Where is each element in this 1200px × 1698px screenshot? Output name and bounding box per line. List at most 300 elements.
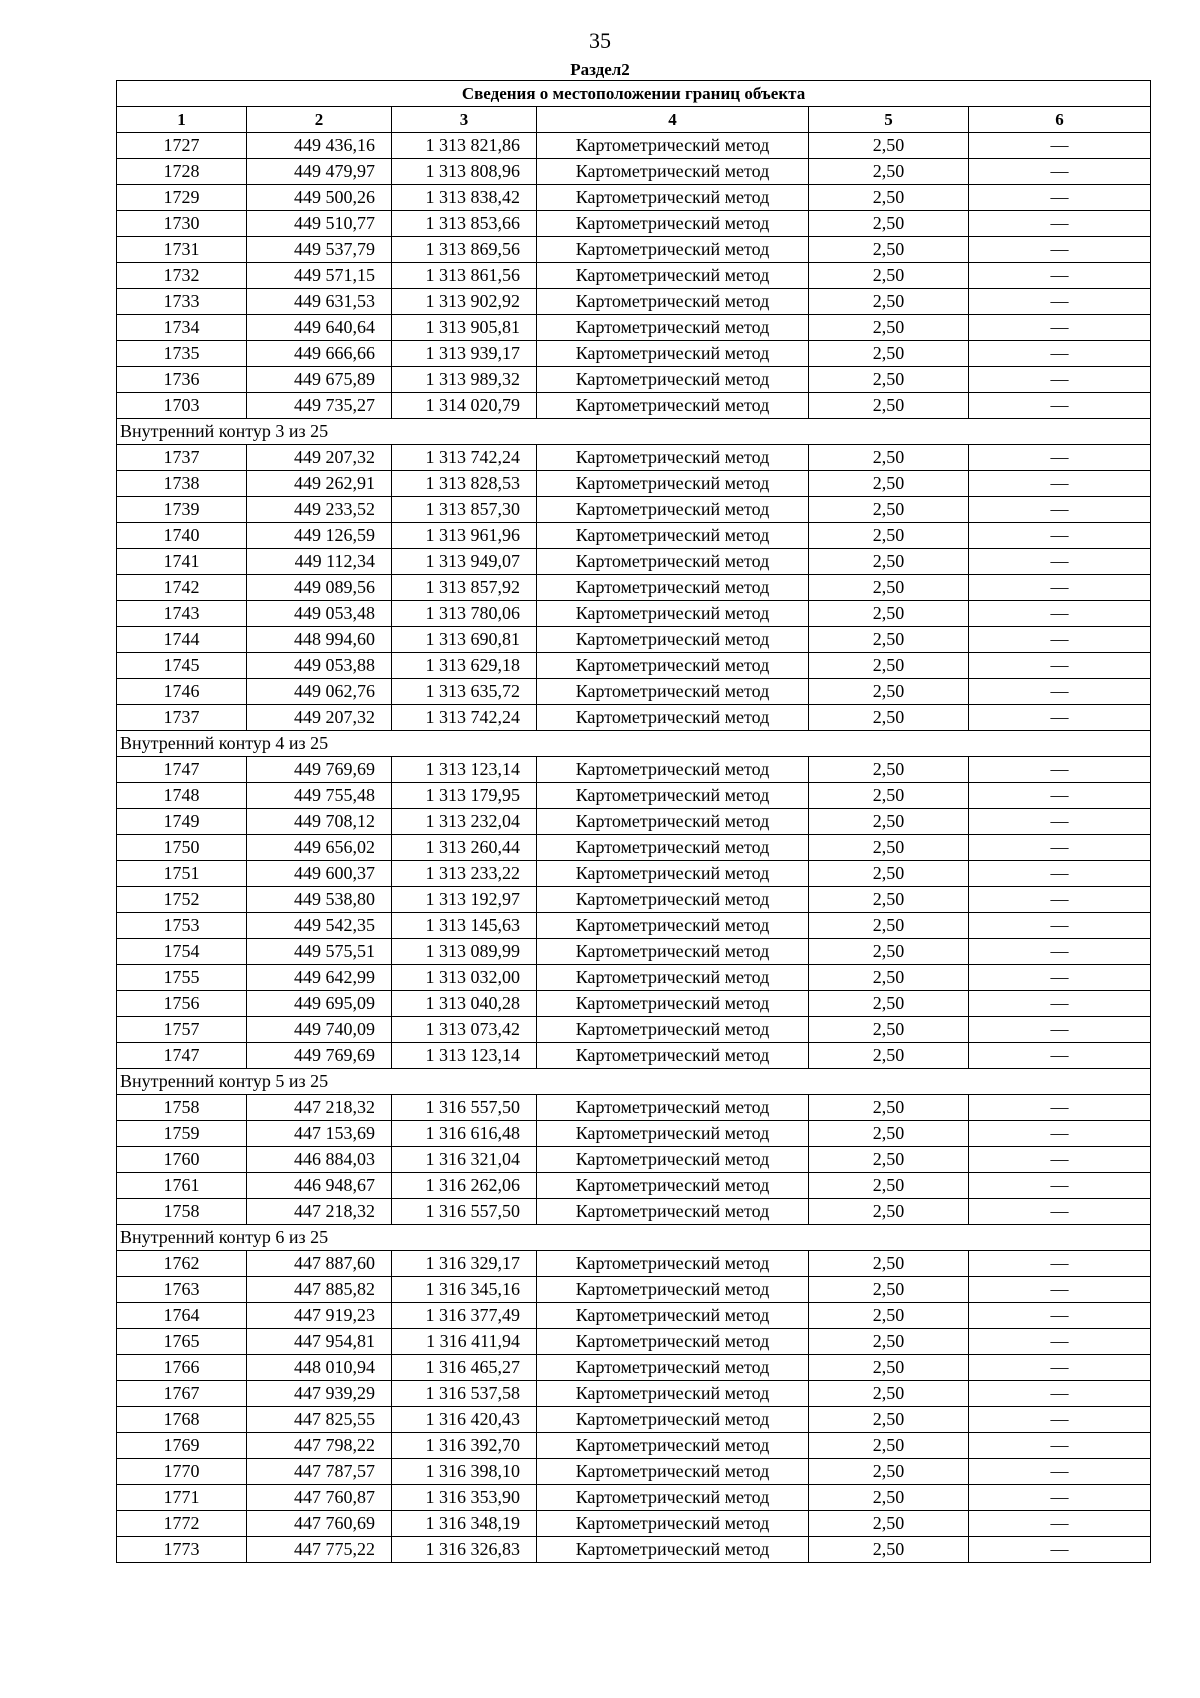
accuracy-cell: 2,50 — [809, 1459, 969, 1485]
table-row — [117, 289, 1151, 315]
table-row — [117, 835, 1151, 861]
point-number-cell: 1760 — [117, 1147, 247, 1173]
point-number-cell: 1758 — [117, 1199, 247, 1225]
table-row — [117, 133, 1151, 159]
y-coordinate-cell: 1 313 821,86 — [392, 133, 537, 159]
table-body — [117, 81, 1151, 1563]
y-coordinate-cell: 1 316 262,06 — [392, 1173, 537, 1199]
table-row — [117, 679, 1151, 705]
table-row — [117, 1355, 1151, 1381]
point-number-cell: 1764 — [117, 1303, 247, 1329]
point-number-cell: 1767 — [117, 1381, 247, 1407]
table-row — [117, 1407, 1151, 1433]
accuracy-cell: 2,50 — [809, 861, 969, 887]
accuracy-cell: 2,50 — [809, 1511, 969, 1537]
method-cell: Картометрический метод — [537, 445, 809, 471]
x-coordinate-cell: 449 695,09 — [247, 991, 392, 1017]
table-row — [117, 757, 1151, 783]
method-cell: Картометрический метод — [537, 1329, 809, 1355]
x-coordinate-cell: 449 666,66 — [247, 341, 392, 367]
description-cell: — — [969, 1095, 1151, 1121]
method-cell: Картометрический метод — [537, 679, 809, 705]
contour-label: Внутренний контур 6 из 25 — [117, 1225, 1151, 1251]
x-coordinate-cell: 447 787,57 — [247, 1459, 392, 1485]
table-row — [117, 497, 1151, 523]
point-number-cell: 1754 — [117, 939, 247, 965]
table-row — [117, 1433, 1151, 1459]
y-coordinate-cell: 1 313 949,07 — [392, 549, 537, 575]
point-number-cell: 1738 — [117, 471, 247, 497]
description-cell: — — [969, 705, 1151, 731]
x-coordinate-cell: 449 642,99 — [247, 965, 392, 991]
accuracy-cell: 2,50 — [809, 835, 969, 861]
y-coordinate-cell: 1 313 989,32 — [392, 367, 537, 393]
y-coordinate-cell: 1 313 961,96 — [392, 523, 537, 549]
x-coordinate-cell: 449 436,16 — [247, 133, 392, 159]
description-cell: — — [969, 159, 1151, 185]
y-coordinate-cell: 1 313 040,28 — [392, 991, 537, 1017]
y-coordinate-cell: 1 313 629,18 — [392, 653, 537, 679]
point-number-cell: 1737 — [117, 705, 247, 731]
accuracy-cell: 2,50 — [809, 367, 969, 393]
accuracy-cell: 2,50 — [809, 185, 969, 211]
y-coordinate-cell: 1 316 348,19 — [392, 1511, 537, 1537]
x-coordinate-cell: 446 948,67 — [247, 1173, 392, 1199]
table-row — [117, 263, 1151, 289]
description-cell: — — [969, 575, 1151, 601]
description-cell: — — [969, 1277, 1151, 1303]
accuracy-cell: 2,50 — [809, 211, 969, 237]
accuracy-cell: 2,50 — [809, 549, 969, 575]
point-number-cell: 1770 — [117, 1459, 247, 1485]
point-number-cell: 1735 — [117, 341, 247, 367]
y-coordinate-cell: 1 316 411,94 — [392, 1329, 537, 1355]
table-row — [117, 809, 1151, 835]
column-number: 2 — [247, 107, 392, 133]
accuracy-cell: 2,50 — [809, 341, 969, 367]
accuracy-cell: 2,50 — [809, 159, 969, 185]
point-number-cell: 1729 — [117, 185, 247, 211]
method-cell: Картометрический метод — [537, 887, 809, 913]
x-coordinate-cell: 447 760,69 — [247, 1511, 392, 1537]
method-cell: Картометрический метод — [537, 1407, 809, 1433]
accuracy-cell: 2,50 — [809, 1485, 969, 1511]
table-row — [117, 1043, 1151, 1069]
column-numbers-row — [117, 107, 1151, 133]
table-row — [117, 601, 1151, 627]
y-coordinate-cell: 1 313 780,06 — [392, 601, 537, 627]
x-coordinate-cell: 449 656,02 — [247, 835, 392, 861]
table-row — [117, 549, 1151, 575]
y-coordinate-cell: 1 313 861,56 — [392, 263, 537, 289]
y-coordinate-cell: 1 313 089,99 — [392, 939, 537, 965]
x-coordinate-cell: 447 218,32 — [247, 1199, 392, 1225]
method-cell: Картометрический метод — [537, 965, 809, 991]
description-cell: — — [969, 367, 1151, 393]
x-coordinate-cell: 449 479,97 — [247, 159, 392, 185]
table-row — [117, 1537, 1151, 1563]
description-cell: — — [969, 497, 1151, 523]
accuracy-cell: 2,50 — [809, 653, 969, 679]
description-cell: — — [969, 679, 1151, 705]
x-coordinate-cell: 449 233,52 — [247, 497, 392, 523]
table-row — [117, 575, 1151, 601]
point-number-cell: 1736 — [117, 367, 247, 393]
method-cell: Картометрический метод — [537, 237, 809, 263]
description-cell: — — [969, 1355, 1151, 1381]
point-number-cell: 1739 — [117, 497, 247, 523]
y-coordinate-cell: 1 313 857,30 — [392, 497, 537, 523]
x-coordinate-cell: 449 500,26 — [247, 185, 392, 211]
table-row — [117, 783, 1151, 809]
y-coordinate-cell: 1 316 326,83 — [392, 1537, 537, 1563]
x-coordinate-cell: 449 575,51 — [247, 939, 392, 965]
table-row — [117, 1199, 1151, 1225]
boundary-coordinates-table — [116, 80, 1151, 1563]
accuracy-cell: 2,50 — [809, 1173, 969, 1199]
x-coordinate-cell: 449 542,35 — [247, 913, 392, 939]
x-coordinate-cell: 447 760,87 — [247, 1485, 392, 1511]
accuracy-cell: 2,50 — [809, 315, 969, 341]
method-cell: Картометрический метод — [537, 809, 809, 835]
table-row — [117, 523, 1151, 549]
accuracy-cell: 2,50 — [809, 1121, 969, 1147]
column-number: 6 — [969, 107, 1151, 133]
method-cell: Картометрический метод — [537, 1147, 809, 1173]
method-cell: Картометрический метод — [537, 575, 809, 601]
y-coordinate-cell: 1 313 869,56 — [392, 237, 537, 263]
x-coordinate-cell: 449 053,88 — [247, 653, 392, 679]
table-row — [117, 1277, 1151, 1303]
method-cell: Картометрический метод — [537, 263, 809, 289]
description-cell: — — [969, 601, 1151, 627]
point-number-cell: 1747 — [117, 757, 247, 783]
point-number-cell: 1747 — [117, 1043, 247, 1069]
description-cell: — — [969, 315, 1151, 341]
y-coordinate-cell: 1 313 939,17 — [392, 341, 537, 367]
contour-header-row — [117, 1225, 1151, 1251]
method-cell: Картометрический метод — [537, 289, 809, 315]
x-coordinate-cell: 446 884,03 — [247, 1147, 392, 1173]
x-coordinate-cell: 449 631,53 — [247, 289, 392, 315]
x-coordinate-cell: 447 919,23 — [247, 1303, 392, 1329]
table-row — [117, 1381, 1151, 1407]
y-coordinate-cell: 1 313 828,53 — [392, 471, 537, 497]
x-coordinate-cell: 449 126,59 — [247, 523, 392, 549]
method-cell: Картометрический метод — [537, 1433, 809, 1459]
description-cell: — — [969, 1381, 1151, 1407]
x-coordinate-cell: 449 538,80 — [247, 887, 392, 913]
table-row — [117, 705, 1151, 731]
table-row — [117, 1459, 1151, 1485]
accuracy-cell: 2,50 — [809, 1095, 969, 1121]
table-row — [117, 627, 1151, 653]
table-row — [117, 965, 1151, 991]
point-number-cell: 1732 — [117, 263, 247, 289]
description-cell: — — [969, 393, 1151, 419]
contour-label: Внутренний контур 4 из 25 — [117, 731, 1151, 757]
point-number-cell: 1757 — [117, 1017, 247, 1043]
method-cell: Картометрический метод — [537, 757, 809, 783]
method-cell: Картометрический метод — [537, 471, 809, 497]
x-coordinate-cell: 447 885,82 — [247, 1277, 392, 1303]
x-coordinate-cell: 447 218,32 — [247, 1095, 392, 1121]
x-coordinate-cell: 448 994,60 — [247, 627, 392, 653]
x-coordinate-cell: 447 798,22 — [247, 1433, 392, 1459]
x-coordinate-cell: 449 740,09 — [247, 1017, 392, 1043]
method-cell: Картометрический метод — [537, 1381, 809, 1407]
accuracy-cell: 2,50 — [809, 601, 969, 627]
accuracy-cell: 2,50 — [809, 913, 969, 939]
point-number-cell: 1727 — [117, 133, 247, 159]
accuracy-cell: 2,50 — [809, 1199, 969, 1225]
y-coordinate-cell: 1 316 557,50 — [392, 1095, 537, 1121]
accuracy-cell: 2,50 — [809, 237, 969, 263]
description-cell: — — [969, 211, 1151, 237]
x-coordinate-cell: 449 755,48 — [247, 783, 392, 809]
column-number: 1 — [117, 107, 247, 133]
point-number-cell: 1761 — [117, 1173, 247, 1199]
y-coordinate-cell: 1 316 321,04 — [392, 1147, 537, 1173]
x-coordinate-cell: 449 675,89 — [247, 367, 392, 393]
table-row — [117, 1329, 1151, 1355]
accuracy-cell: 2,50 — [809, 1017, 969, 1043]
x-coordinate-cell: 449 537,79 — [247, 237, 392, 263]
method-cell: Картометрический метод — [537, 783, 809, 809]
y-coordinate-cell: 1 313 123,14 — [392, 757, 537, 783]
point-number-cell: 1746 — [117, 679, 247, 705]
description-cell: — — [969, 1485, 1151, 1511]
description-cell: — — [969, 237, 1151, 263]
table-row — [117, 1511, 1151, 1537]
x-coordinate-cell: 449 262,91 — [247, 471, 392, 497]
description-cell: — — [969, 1537, 1151, 1563]
x-coordinate-cell: 449 062,76 — [247, 679, 392, 705]
method-cell: Картометрический метод — [537, 1485, 809, 1511]
point-number-cell: 1772 — [117, 1511, 247, 1537]
accuracy-cell: 2,50 — [809, 523, 969, 549]
y-coordinate-cell: 1 316 557,50 — [392, 1199, 537, 1225]
point-number-cell: 1737 — [117, 445, 247, 471]
table-row — [117, 471, 1151, 497]
x-coordinate-cell: 449 207,32 — [247, 705, 392, 731]
accuracy-cell: 2,50 — [809, 1043, 969, 1069]
y-coordinate-cell: 1 313 073,42 — [392, 1017, 537, 1043]
description-cell: — — [969, 1173, 1151, 1199]
method-cell: Картометрический метод — [537, 159, 809, 185]
description-cell: — — [969, 757, 1151, 783]
point-number-cell: 1731 — [117, 237, 247, 263]
description-cell: — — [969, 1017, 1151, 1043]
x-coordinate-cell: 447 954,81 — [247, 1329, 392, 1355]
point-number-cell: 1750 — [117, 835, 247, 861]
point-number-cell: 1765 — [117, 1329, 247, 1355]
y-coordinate-cell: 1 313 233,22 — [392, 861, 537, 887]
method-cell: Картометрический метод — [537, 705, 809, 731]
column-number: 3 — [392, 107, 537, 133]
table-row — [117, 653, 1151, 679]
point-number-cell: 1730 — [117, 211, 247, 237]
point-number-cell: 1743 — [117, 601, 247, 627]
table-row — [117, 939, 1151, 965]
table-row — [117, 1095, 1151, 1121]
description-cell: — — [969, 445, 1151, 471]
point-number-cell: 1753 — [117, 913, 247, 939]
table-row — [117, 445, 1151, 471]
point-number-cell: 1728 — [117, 159, 247, 185]
point-number-cell: 1740 — [117, 523, 247, 549]
point-number-cell: 1751 — [117, 861, 247, 887]
table-row — [117, 861, 1151, 887]
y-coordinate-cell: 1 313 857,92 — [392, 575, 537, 601]
table-row — [117, 1147, 1151, 1173]
method-cell: Картометрический метод — [537, 1121, 809, 1147]
y-coordinate-cell: 1 313 838,42 — [392, 185, 537, 211]
method-cell: Картометрический метод — [537, 497, 809, 523]
point-number-cell: 1769 — [117, 1433, 247, 1459]
method-cell: Картометрический метод — [537, 939, 809, 965]
description-cell: — — [969, 471, 1151, 497]
x-coordinate-cell: 449 735,27 — [247, 393, 392, 419]
table-caption-row — [117, 81, 1151, 107]
accuracy-cell: 2,50 — [809, 705, 969, 731]
method-cell: Картометрический метод — [537, 211, 809, 237]
point-number-cell: 1759 — [117, 1121, 247, 1147]
method-cell: Картометрический метод — [537, 393, 809, 419]
y-coordinate-cell: 1 316 377,49 — [392, 1303, 537, 1329]
x-coordinate-cell: 449 640,64 — [247, 315, 392, 341]
method-cell: Картометрический метод — [537, 1199, 809, 1225]
method-cell: Картометрический метод — [537, 549, 809, 575]
description-cell: — — [969, 341, 1151, 367]
method-cell: Картометрический метод — [537, 991, 809, 1017]
y-coordinate-cell: 1 313 145,63 — [392, 913, 537, 939]
table-row — [117, 367, 1151, 393]
method-cell: Картометрический метод — [537, 1251, 809, 1277]
page-number: 35 — [589, 28, 611, 53]
description-cell: — — [969, 549, 1151, 575]
point-number-cell: 1744 — [117, 627, 247, 653]
accuracy-cell: 2,50 — [809, 1147, 969, 1173]
y-coordinate-cell: 1 313 690,81 — [392, 627, 537, 653]
y-coordinate-cell: 1 313 808,96 — [392, 159, 537, 185]
x-coordinate-cell: 449 053,48 — [247, 601, 392, 627]
description-cell: — — [969, 627, 1151, 653]
point-number-cell: 1755 — [117, 965, 247, 991]
x-coordinate-cell: 449 769,69 — [247, 757, 392, 783]
description-cell: — — [969, 887, 1151, 913]
accuracy-cell: 2,50 — [809, 471, 969, 497]
accuracy-cell: 2,50 — [809, 627, 969, 653]
x-coordinate-cell: 449 207,32 — [247, 445, 392, 471]
x-coordinate-cell: 448 010,94 — [247, 1355, 392, 1381]
x-coordinate-cell: 449 089,56 — [247, 575, 392, 601]
description-cell: — — [969, 1251, 1151, 1277]
description-cell: — — [969, 1147, 1151, 1173]
accuracy-cell: 2,50 — [809, 887, 969, 913]
table-caption: Сведения о местоположении границ объекта — [117, 81, 1151, 107]
y-coordinate-cell: 1 313 232,04 — [392, 809, 537, 835]
x-coordinate-cell: 449 571,15 — [247, 263, 392, 289]
point-number-cell: 1741 — [117, 549, 247, 575]
table-row — [117, 211, 1151, 237]
description-cell: — — [969, 939, 1151, 965]
accuracy-cell: 2,50 — [809, 393, 969, 419]
description-cell: — — [969, 783, 1151, 809]
y-coordinate-cell: 1 313 179,95 — [392, 783, 537, 809]
point-number-cell: 1766 — [117, 1355, 247, 1381]
method-cell: Картометрический метод — [537, 913, 809, 939]
method-cell: Картометрический метод — [537, 367, 809, 393]
point-number-cell: 1762 — [117, 1251, 247, 1277]
section-title: Раздел2 — [570, 60, 630, 79]
point-number-cell: 1749 — [117, 809, 247, 835]
point-number-cell: 1748 — [117, 783, 247, 809]
point-number-cell: 1703 — [117, 393, 247, 419]
x-coordinate-cell: 447 887,60 — [247, 1251, 392, 1277]
accuracy-cell: 2,50 — [809, 679, 969, 705]
description-cell: — — [969, 835, 1151, 861]
method-cell: Картометрический метод — [537, 653, 809, 679]
y-coordinate-cell: 1 316 329,17 — [392, 1251, 537, 1277]
method-cell: Картометрический метод — [537, 601, 809, 627]
contour-header-row — [117, 419, 1151, 445]
description-cell: — — [969, 653, 1151, 679]
accuracy-cell: 2,50 — [809, 1355, 969, 1381]
description-cell: — — [969, 185, 1151, 211]
accuracy-cell: 2,50 — [809, 497, 969, 523]
y-coordinate-cell: 1 316 465,27 — [392, 1355, 537, 1381]
description-cell: — — [969, 263, 1151, 289]
method-cell: Картометрический метод — [537, 523, 809, 549]
description-cell: — — [969, 913, 1151, 939]
y-coordinate-cell: 1 316 392,70 — [392, 1433, 537, 1459]
description-cell: — — [969, 289, 1151, 315]
contour-header-row — [117, 731, 1151, 757]
accuracy-cell: 2,50 — [809, 783, 969, 809]
method-cell: Картометрический метод — [537, 1303, 809, 1329]
table-row — [117, 315, 1151, 341]
method-cell: Картометрический метод — [537, 835, 809, 861]
description-cell: — — [969, 133, 1151, 159]
method-cell: Картометрический метод — [537, 627, 809, 653]
point-number-cell: 1771 — [117, 1485, 247, 1511]
accuracy-cell: 2,50 — [809, 263, 969, 289]
y-coordinate-cell: 1 313 260,44 — [392, 835, 537, 861]
point-number-cell: 1742 — [117, 575, 247, 601]
method-cell: Картометрический метод — [537, 1537, 809, 1563]
y-coordinate-cell: 1 313 635,72 — [392, 679, 537, 705]
point-number-cell: 1745 — [117, 653, 247, 679]
table-row — [117, 913, 1151, 939]
y-coordinate-cell: 1 316 345,16 — [392, 1277, 537, 1303]
description-cell: — — [969, 861, 1151, 887]
table-row — [117, 1303, 1151, 1329]
accuracy-cell: 2,50 — [809, 1433, 969, 1459]
accuracy-cell: 2,50 — [809, 809, 969, 835]
y-coordinate-cell: 1 316 537,58 — [392, 1381, 537, 1407]
table-row — [117, 887, 1151, 913]
table-row — [117, 1121, 1151, 1147]
method-cell: Картометрический метод — [537, 1095, 809, 1121]
point-number-cell: 1758 — [117, 1095, 247, 1121]
x-coordinate-cell: 449 769,69 — [247, 1043, 392, 1069]
description-cell: — — [969, 1329, 1151, 1355]
y-coordinate-cell: 1 313 742,24 — [392, 445, 537, 471]
description-cell: — — [969, 1511, 1151, 1537]
description-cell: — — [969, 1303, 1151, 1329]
method-cell: Картометрический метод — [537, 133, 809, 159]
